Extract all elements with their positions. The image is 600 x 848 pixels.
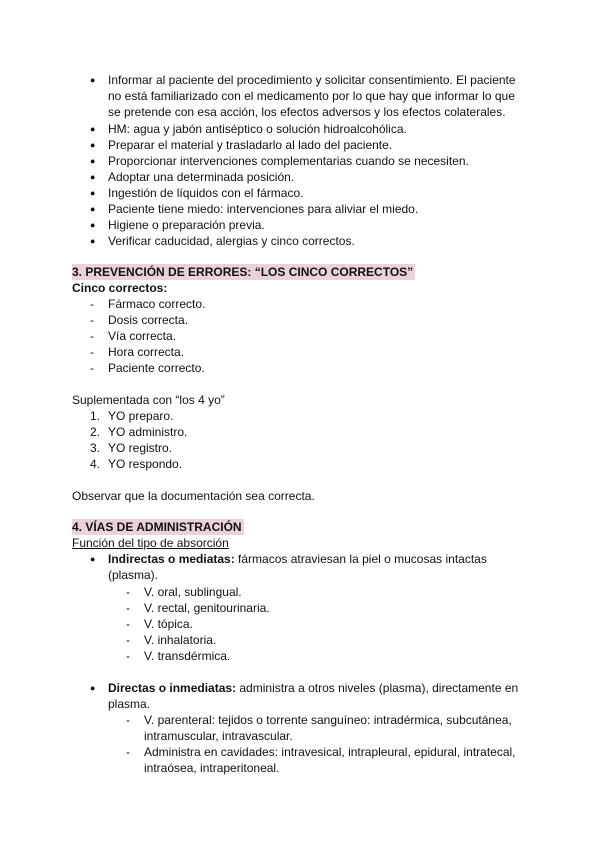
dash-marker: - [126,601,130,615]
dash-marker: - [126,649,130,663]
indirect-text-continuation: (plasma). [108,568,159,582]
list-number: 1. [90,409,101,423]
section-3-heading: 3. PREVENCIÓN DE ERRORES: “LOS CINCO CORRECTOS” [72,265,414,279]
dash-marker: - [126,745,130,759]
list-item: ● Preparar el material y trasladarlo al lado del paciente. [108,137,392,153]
list-number: 4. [90,457,101,471]
section-4-subtitle: Función del tipo de absorción [72,536,229,550]
list-item: ● HM: agua y jabón antiséptico o solución hidroalcohólica. [108,121,407,137]
list-item: ● Paciente tiene miedo: intervenciones para aliviar el miedo. [108,201,418,217]
list-item: V. inhalatoria. [144,633,217,647]
list-item-continuation: intramuscular, intravascular. [144,729,293,743]
list-item: Administra en cavidades: intravesical, intrapleural, epidural, intratecal, [144,745,516,759]
list-item: V. parenteral: tejidos o torrente sanguíneo: intradérmica, subcutánea, [144,713,512,727]
direct-text-continuation: plasma. [108,697,151,711]
list-item-continuation: no está familiarizado con el medicamento por lo que hay que informar lo que [108,89,515,103]
dash-marker: - [90,361,94,375]
list-item: YO registro. [108,441,173,455]
dash-marker: - [126,585,130,599]
list-item-continuation: se pretende con esa acción, los efectos adversos y los efectos colaterales. [108,105,506,119]
dash-marker: - [126,713,130,727]
list-item: Vía correcta. [108,329,177,343]
indirect-routes-item [108,551,487,567]
direct-text: administra a otros niveles (plasma), directamente en [236,681,519,695]
dash-marker: - [126,633,130,647]
direct-routes-item [108,680,518,696]
list-item: ● Informar al paciente del procedimiento y solicitar consentimiento. El paciente [108,72,516,88]
dash-marker: - [90,345,94,359]
list-item: V. transdérmica. [144,649,231,663]
list-number: 2. [90,425,101,439]
section-3-subtitle: Cinco correctos: [72,281,168,295]
dash-marker: - [126,617,130,631]
section-4-heading: 4. VÍAS DE ADMINISTRACIÓN [72,520,242,534]
direct-label: Directas o inmediatas: [108,681,237,695]
dash-marker: - [90,313,94,327]
dash-marker: - [90,329,94,343]
supplement-text: Suplementada con “los 4 yo” [72,393,225,407]
list-item: Paciente correcto. [108,361,205,375]
list-item: YO preparo. [108,409,174,423]
dash-marker: - [90,297,94,311]
indirect-text: fármacos atraviesan la piel o mucosas intactas [234,552,487,566]
list-item: Hora correcta. [108,345,185,359]
list-item: Fármaco correcto. [108,297,206,311]
list-item: V. tópica. [144,617,193,631]
list-item: ● Verificar caducidad, alergias y cinco correctos. [108,233,355,249]
indirect-label: Indirectas o mediatas: [108,552,235,566]
list-number: 3. [90,441,101,455]
list-item: YO respondo. [108,457,183,471]
list-item: YO administro. [108,425,188,439]
list-item: V. oral, sublingual. [144,585,242,599]
list-item-continuation: intraósea, intraperitoneal. [144,761,280,775]
list-item: ● Ingestión de líquidos con el fármaco. [108,185,303,201]
list-item: ● Proporcionar intervenciones complementarias cuando se necesiten. [108,153,469,169]
list-item: V. rectal, genitourinaria. [144,601,270,615]
documentation-note: Observar que la documentación sea correcta. [72,489,315,503]
list-item: Dosis correcta. [108,313,189,327]
list-item: ● Higiene o preparación previa. [108,217,265,233]
list-item: ● Adoptar una determinada posición. [108,169,294,185]
